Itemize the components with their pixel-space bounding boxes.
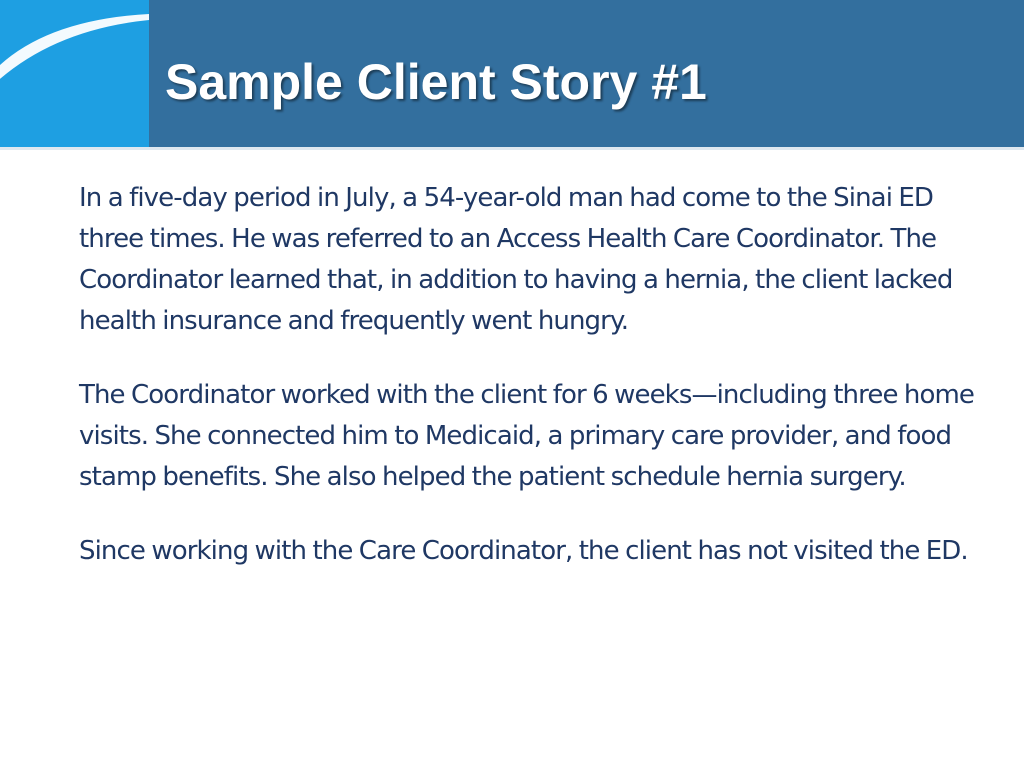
- header-divider: [0, 147, 1024, 150]
- body-paragraph: Since working with the Care Coordinator, the client has not visited the ED.: [79, 536, 968, 566]
- header-accent-block: [0, 0, 149, 147]
- slide-body: [79, 178, 984, 572]
- body-paragraph: In a five-day period in July, a 54-year-old man had come to the Sinai ED three times. He was referred to an Access Health Care Coordinator. The Coordinator learned that, in addition to having a hernia, the client lacked health insurance and frequently went hungry.: [79, 183, 953, 336]
- slide-title: Sample Client Story #1: [165, 54, 707, 110]
- body-paragraph: The Coordinator worked with the client for 6 weeks—including three home visits. She connected him to Medicaid, a primary care provider, and food stamp benefits. She also helped the patient schedule hernia surgery.: [79, 380, 975, 492]
- swoosh-decoration: [0, 0, 149, 147]
